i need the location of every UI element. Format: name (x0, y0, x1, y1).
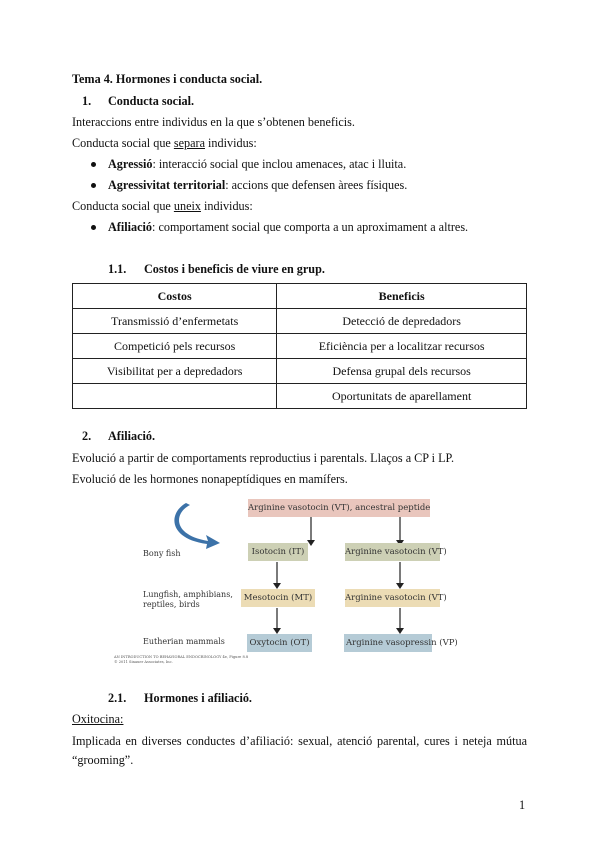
row-label-eutherian: Eutherian mammals (143, 637, 225, 646)
bullet-text: : comportament social que comporta a un aproximament a altres. (152, 220, 469, 234)
row-label-reptiles: reptiles, birds (143, 600, 200, 609)
box-mesotocin: Mesotocin (MT) (241, 589, 315, 607)
table-cell: Transmissió d’enfermetats (73, 309, 277, 334)
figure-credit-title: AN INTRODUCTION TO BEHAVIORAL ENDOCRINOLOGY 4e, Figure 8.8 (114, 655, 249, 659)
section-1-1-number: 1.1. (108, 262, 127, 276)
bullet-term: Agressivitat territorial (108, 178, 226, 192)
table-row (73, 334, 527, 359)
box-vasopressin: Arginine vasopressin (VP) (344, 634, 432, 652)
bullet-afiliacio (108, 219, 468, 235)
box-ancestral-peptide: Arginine vasotocin (VT), ancestral peptide (248, 499, 430, 517)
page-heading: Tema 4. Hormones i conducta social. (72, 72, 263, 86)
table-cell (73, 384, 277, 409)
section-1-number: 1. (82, 94, 92, 108)
box-isotocin: Isotocin (IT) (248, 543, 308, 561)
bullet-dot (91, 162, 96, 167)
page-number: 1 (519, 798, 526, 812)
figure-credit-copyright: © 2011 Sinauer Associates, Inc. (114, 660, 173, 664)
table-cell: Oportunitats de aparellament (277, 384, 527, 409)
curved-arrow-icon (174, 503, 220, 549)
uneix-pre: Conducta social que (72, 199, 174, 213)
bullet-text: : interacció social que inclou amenaces, atac i lluita. (152, 157, 407, 171)
bullet-term: Afiliació (108, 220, 153, 234)
uneix-line (72, 198, 253, 214)
section-1-1-title: Costos i beneficis de viure en grup. (144, 262, 325, 276)
table-header-row (73, 284, 527, 309)
table-cell: Defensa grupal dels recursos (277, 359, 527, 384)
intro-text: Interaccions entre individus en la que s’obtenen beneficis. (72, 115, 355, 129)
bullet-text: : accions que defensen àrees físiques. (225, 178, 408, 192)
afiliacio-paragraph-1: Evolució a partir de comportaments reproductius i parentals. Llaços a CP i LP. (72, 451, 455, 465)
row-label-bony-fish: Bony fish (143, 549, 181, 558)
table-header-beneficis: Beneficis (277, 284, 527, 309)
table-header-costos: Costos (73, 284, 277, 309)
table-row (73, 309, 527, 334)
table-row (73, 384, 527, 409)
row-label-lungfish: Lungfish, amphibians, (143, 590, 233, 599)
box-vasotocin-tetrapods: Arginine vasotocin (VT) (345, 589, 440, 607)
oxitocina-paragraph-line-2: “grooming”. (72, 753, 134, 767)
separa-line (72, 135, 257, 151)
bullet-agressio (108, 156, 406, 172)
costs-benefits-table (72, 283, 527, 409)
box-vasotocin-fish: Arginine vasotocin (VT) (345, 543, 440, 561)
uneix-post: individus: (200, 199, 253, 213)
separa-word: separa (173, 136, 205, 150)
afiliacio-paragraph-2: Evolució de les hormones nonapeptídiques en mamífers. (72, 472, 348, 486)
section-2-1-title: Hormones i afiliació. (144, 691, 252, 705)
section-2-1-number: 2.1. (108, 691, 127, 705)
separa-pre: Conducta social que (72, 136, 174, 150)
table-row (73, 359, 527, 384)
arrow-head-icon (307, 540, 315, 546)
table-cell: Competició pels recursos (73, 334, 277, 359)
bullet-agressivitat (108, 177, 407, 193)
section-2-number: 2. (82, 429, 92, 443)
table-cell: Detecció de depredadors (277, 309, 527, 334)
uneix-word: uneix (173, 199, 201, 213)
section-1-title: Conducta social. (108, 94, 194, 108)
bullet-dot (91, 225, 96, 230)
bullet-dot (91, 183, 96, 188)
oxitocina-paragraph-line-1: Implicada en diverses conductes d’afiliació: sexual, atenció parental, cures i neteja mútua (72, 734, 527, 748)
table-cell: Visibilitat per a depredadors (73, 359, 277, 384)
table-cell: Eficiència per a localitzar recursos (277, 334, 527, 359)
oxitocina-heading: Oxitocina: (72, 712, 124, 726)
section-2-title: Afiliació. (108, 429, 156, 443)
box-oxytocin: Oxytocin (OT) (247, 634, 312, 652)
bullet-term: Agressió (108, 157, 153, 171)
hormone-evolution-figure (114, 497, 458, 667)
separa-post: individus: (205, 136, 257, 150)
